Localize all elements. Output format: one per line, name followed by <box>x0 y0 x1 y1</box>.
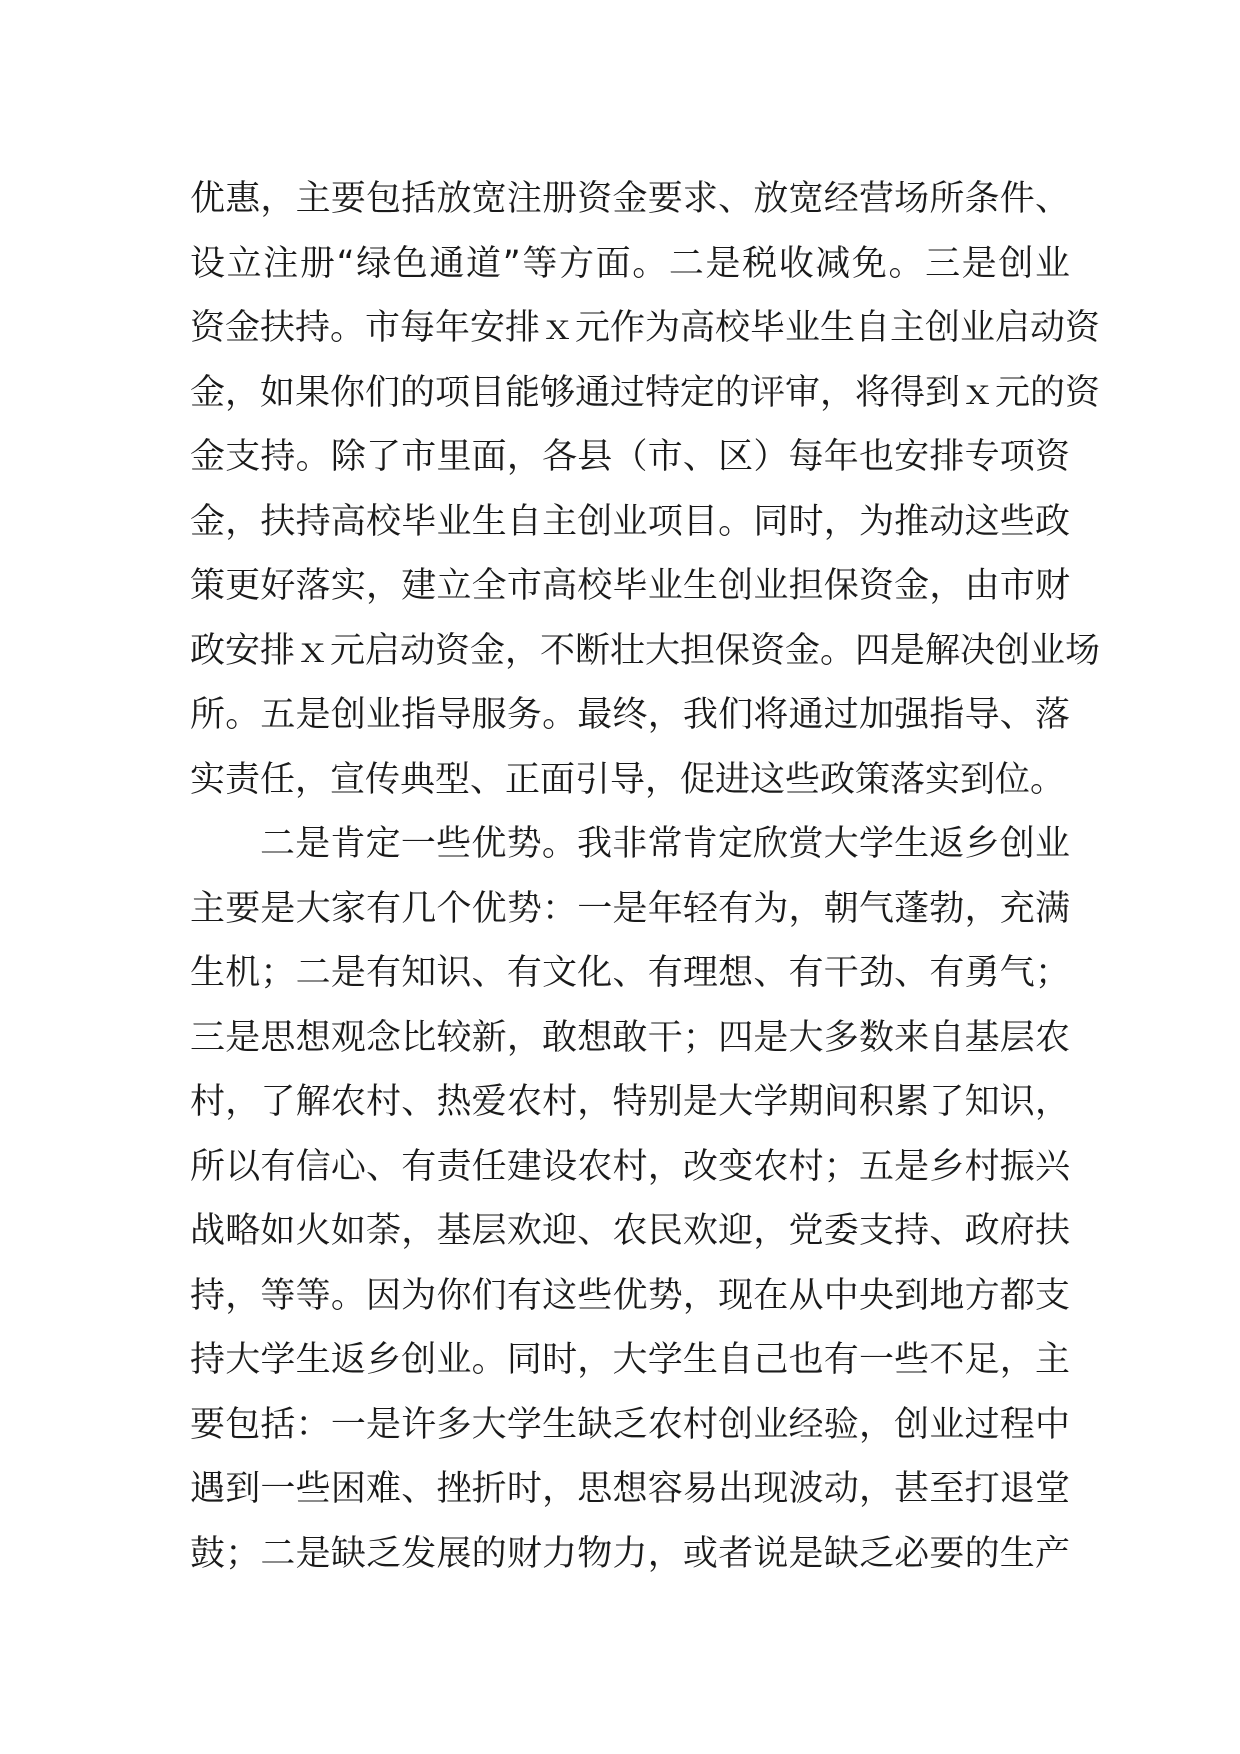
text-line: 金，如果你们的项目能够通过特定的评审，将得到ｘ元的资 <box>190 372 1101 413</box>
text-line: 策更好落实，建立全市高校毕业生创业担保资金，由市财 <box>190 566 1070 606</box>
text-line: 金，扶持高校毕业生自主创业项目。同时，为推动这些政 <box>190 501 1070 542</box>
text-line: 持大学生返乡创业。同时，大学生自己也有一些不足，主 <box>190 1340 1070 1380</box>
text-line: 生机；二是有知识、有文化、有理想、有干劲、有勇气； <box>190 953 1070 993</box>
text-line: 优惠，主要包括放宽注册资金要求、放宽经营场所条件、 <box>190 179 1070 219</box>
paragraph-first-line: 二是肯定一些优势。我非常肯定欣赏大学生返乡创业 <box>260 824 1070 864</box>
body-text <box>190 167 1101 1586</box>
text-line: 遇到一些困难、挫折时，思想容易出现波动，甚至打退堂 <box>190 1469 1070 1509</box>
text-line: 金支持。除了市里面，各县（市、区）每年也安排专项资 <box>190 437 1070 477</box>
paragraph-last-line: 实责任，宣传典型、正面引导，促进这些政策落实到位。 <box>190 759 1066 800</box>
text-line: 主要是大家有几个优势：一是年轻有为，朝气蓬勃，充满 <box>190 888 1070 929</box>
text-line: 资金扶持。市每年安排ｘ元作为高校毕业生自主创业启动资 <box>190 308 1101 348</box>
text-line: 鼓；二是缺乏发展的财力物力，或者说是缺乏必要的生产 <box>190 1533 1070 1574</box>
text-line: 三是思想观念比较新，敢想敢干；四是大多数来自基层农 <box>190 1017 1070 1058</box>
text-line: 政安排ｘ元启动资金，不断壮大担保资金。四是解决创业场 <box>190 630 1101 671</box>
text-line: 要包括：一是许多大学生缺乏农村创业经验，创业过程中 <box>190 1404 1070 1445</box>
text-line: 所以有信心、有责任建设农村，改变农村；五是乡村振兴 <box>190 1146 1070 1187</box>
text-line: 设立注册“绿色通道”等方面。二是税收减免。三是创业 <box>190 243 1070 284</box>
text-line: 所。五是创业指导服务。最终，我们将通过加强指导、落 <box>190 695 1070 735</box>
text-line: 村，了解农村、热爱农村，特别是大学期间积累了知识， <box>190 1082 1070 1122</box>
text-line: 持，等等。因为你们有这些优势，现在从中央到地方都支 <box>190 1275 1070 1316</box>
text-line: 战略如火如荼，基层欢迎、农民欢迎，党委支持、政府扶 <box>190 1211 1070 1251</box>
